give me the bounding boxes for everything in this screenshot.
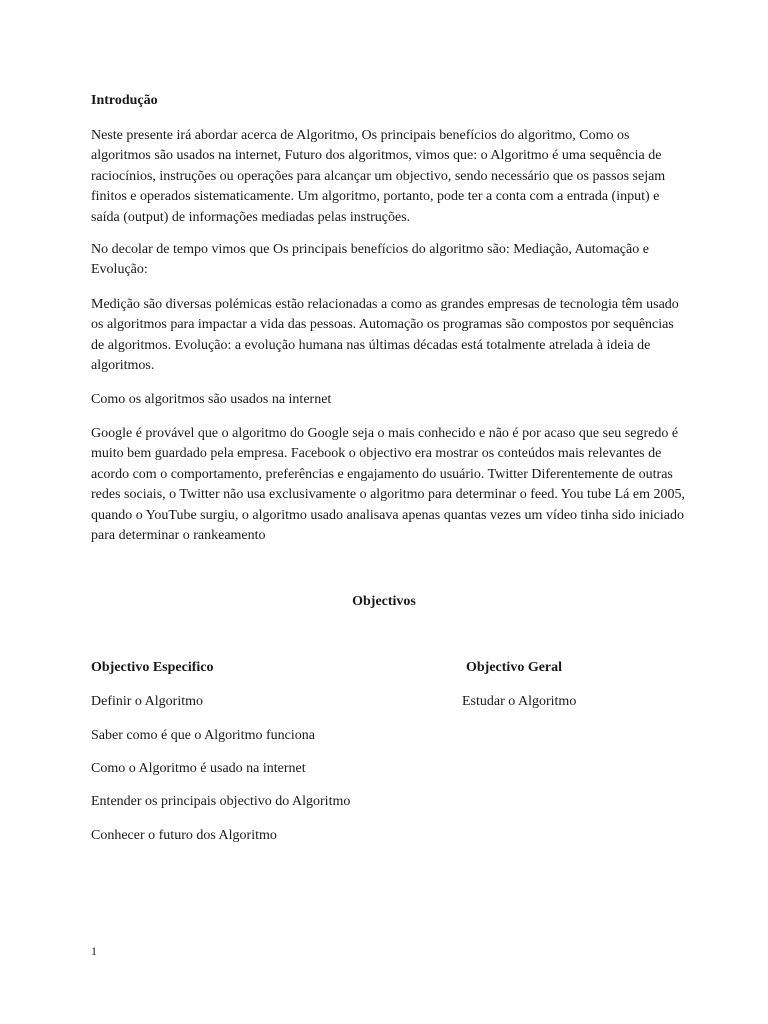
internet-usage-paragraph: Google é provável que o algoritmo do Google seja o mais conhecido e não é por acaso que seu segredo é muito bem guardado pela empresa. Facebook o objectivo era mostrar os conteúdos mais relevantes de acordo com o comportamento, preferências e engajamento do usuário. Twitter Diferentemente de outras redes sociais, o Twitter não usa exclusivamente o algoritmo para determinar o feed. You tube Lá em 2005, quando o YouTube surgiu, o algoritmo usado analisava apenas quantas vezes um vídeo tinha sido iniciado para determinar o rankeamento	[91, 426, 685, 544]
section-heading: Introdução	[91, 93, 158, 108]
intro-paragraph: Neste presente irá abordar acerca de Algoritmo, Os principais benefícios do algoritmo, Como os algoritmos são usados na internet, Futuro dos algoritmos, vimos que: o Algoritmo é uma sequência de raciocínios, instruções ou operações para alcançar um objectivo, sendo necessário que os passos sejam finitos e operados sistematicamente. Um algoritmo, portanto, pode ter a conta com a entrada (input) e saída (output) de informações mediadas pelas instruções.	[91, 128, 666, 225]
objectives-title: Objectivos	[352, 594, 416, 609]
specific-objective-item: Como o Algoritmo é usado na internet	[91, 761, 306, 776]
internet-usage-heading: Como os algoritmos são usados na internet	[91, 392, 332, 407]
specific-objective-item: Conhecer o futuro dos Algoritmo	[91, 828, 277, 843]
page-number: 1	[91, 944, 97, 958]
specific-objective-item: Entender os principais objectivo do Algoritmo	[91, 794, 351, 809]
specific-objective-item: Saber como é que o Algoritmo funciona	[91, 728, 315, 743]
general-objective-item: Estudar o Algoritmo	[462, 694, 577, 709]
benefits-detail-paragraph: Medição são diversas polémicas estão relacionadas a como as grandes empresas de tecnologia têm usado os algoritmos para impactar a vida das pessoas. Automação os programas são compostos por sequências de algoritmos. Evolução: a evolução humana nas últimas décadas está totalmente atrelada à ideia de algoritmos.	[91, 297, 679, 374]
general-objective-header: Objectivo Geral	[466, 660, 563, 675]
benefits-paragraph: No decolar de tempo vimos que Os principais benefícios do algoritmo são: Mediação, Automação e Evolução:	[91, 242, 649, 278]
specific-objective-item: Definir o Algoritmo	[91, 694, 203, 709]
specific-objectives-header: Objectivo Especifico	[91, 660, 214, 675]
